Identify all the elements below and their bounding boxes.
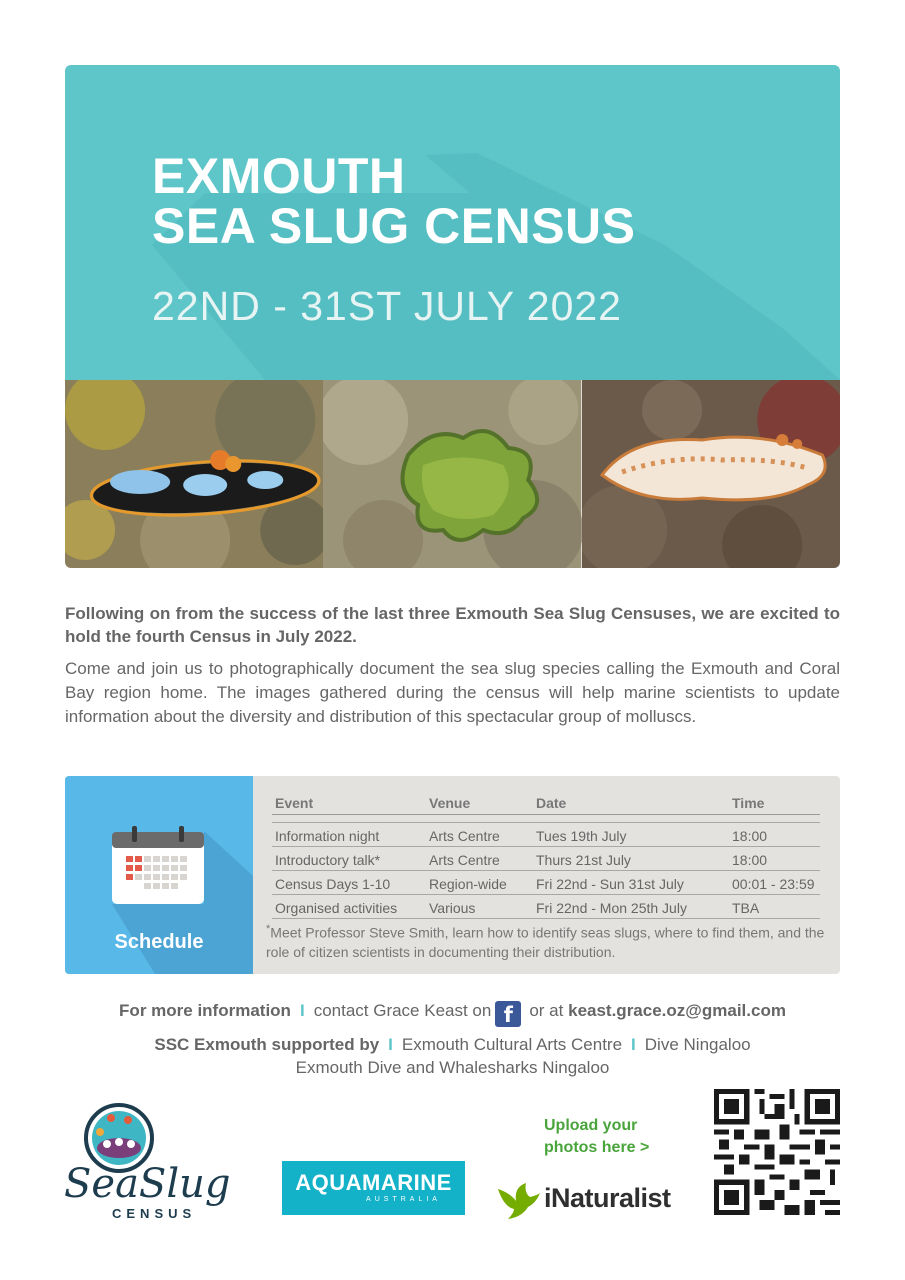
table-row xyxy=(272,895,820,919)
date-cell: Fri 22nd - Sun 31st July xyxy=(533,871,729,895)
column-header-time: Time xyxy=(729,794,820,815)
aquamarine-logo xyxy=(282,1161,465,1215)
venue-cell: Arts Centre xyxy=(426,823,533,847)
contact-text: contact Grace Keast on xyxy=(313,1001,492,1020)
photo-slug-black-white xyxy=(65,380,323,568)
separator: I xyxy=(388,1035,393,1054)
sea-slug-photo-strip xyxy=(65,380,840,568)
sponsor-exmouth-dive: Exmouth Dive and Whalesharks Ningaloo xyxy=(295,1058,610,1077)
date-cell: Thurs 21st July xyxy=(533,847,729,871)
sponsor-dive-ningaloo: Dive Ningaloo xyxy=(644,1035,751,1054)
qr-code-icon[interactable] xyxy=(714,1089,840,1215)
title-line-2: SEA SLUG CENSUS xyxy=(152,198,636,254)
upload-line-2: photos here > xyxy=(544,1139,650,1156)
event-cell: Census Days 1-10 xyxy=(272,871,426,895)
schedule-sidebar xyxy=(65,776,253,974)
contact-or-at: or at xyxy=(529,1001,564,1020)
header-banner xyxy=(65,65,840,380)
column-header-event: Event xyxy=(272,794,426,815)
seaslug-census-text: CENSUS xyxy=(112,1206,197,1221)
photo-slug-green xyxy=(323,380,581,568)
event-cell: Information night xyxy=(272,823,426,847)
facebook-icon[interactable]: f xyxy=(495,1001,521,1027)
event-title xyxy=(152,148,636,254)
supporters-lead: SSC Exmouth supported by xyxy=(154,1035,380,1054)
venue-cell: Arts Centre xyxy=(426,847,533,871)
event-cell: Introductory talk* xyxy=(272,847,426,871)
inaturalist-bird-icon xyxy=(496,1179,540,1221)
contact-line xyxy=(0,1001,905,1027)
calendar-icon xyxy=(112,826,204,904)
supporters-line xyxy=(0,1035,905,1055)
footnote-text: Meet Professor Steve Smith, learn how to identify seas slugs, where to find them, and the role of citizen scientists in documenting their distribution. xyxy=(266,924,825,960)
schedule-header-row xyxy=(272,794,820,815)
inaturalist-logo[interactable] xyxy=(496,1179,696,1221)
contact-lead: For more information xyxy=(119,1001,291,1020)
schedule-footnote xyxy=(266,920,826,962)
footnote-mark: * xyxy=(266,923,271,935)
venue-cell: Region-wide xyxy=(426,871,533,895)
table-row xyxy=(272,823,820,847)
table-row xyxy=(272,871,820,895)
time-cell: 18:00 xyxy=(729,847,820,871)
aquamarine-sub: AUSTRALIA xyxy=(366,1196,441,1203)
schedule-label: Schedule xyxy=(114,931,204,953)
date-cell: Fri 22nd - Mon 25th July xyxy=(533,895,729,919)
schedule-table xyxy=(272,794,820,919)
sea-slug-logo-graphic xyxy=(62,1102,252,1222)
intro-body: Come and join us to photographically document the sea slug species calling the Exmouth and Coral Bay region home. The images gathered during the census will help marine scientists to update information about the diversity and distribution of this spectacular group of molluscs. xyxy=(65,659,840,726)
column-header-date: Date xyxy=(533,794,729,815)
intro-lead: Following on from the success of the last three Exmouth Sea Slug Censuses, we are excited to hold the fourth Census in July 2022. xyxy=(65,604,840,646)
upload-photos-link[interactable] xyxy=(544,1115,649,1159)
sponsor-arts-centre: Exmouth Cultural Arts Centre xyxy=(401,1035,623,1054)
date-cell: Tues 19th July xyxy=(533,823,729,847)
upload-line-1: Upload your xyxy=(544,1117,638,1134)
sea-slug-census-logo xyxy=(62,1102,252,1222)
time-cell: 18:00 xyxy=(729,823,820,847)
time-cell: TBA xyxy=(729,895,820,919)
aquamarine-wordmark: AQUAMARINE xyxy=(295,1170,452,1195)
schedule-panel xyxy=(65,776,840,974)
venue-cell: Various xyxy=(426,895,533,919)
separator: I xyxy=(631,1035,636,1054)
event-cell: Organised activities xyxy=(272,895,426,919)
contact-email[interactable]: keast.grace.oz@gmail.com xyxy=(568,1001,786,1020)
supporters-line-2 xyxy=(0,1058,905,1078)
seaslug-wordmark: SeaSlug xyxy=(64,1161,231,1207)
title-line-1: EXMOUTH xyxy=(152,148,406,204)
photo-slug-orange-white xyxy=(582,380,840,568)
inaturalist-wordmark: iNaturalist xyxy=(544,1183,671,1213)
table-row xyxy=(272,847,820,871)
column-header-venue: Venue xyxy=(426,794,533,815)
separator: I xyxy=(299,1001,305,1020)
event-dates: 22ND - 31ST JULY 2022 xyxy=(152,283,622,329)
time-cell: 00:01 - 23:59 xyxy=(729,871,820,895)
